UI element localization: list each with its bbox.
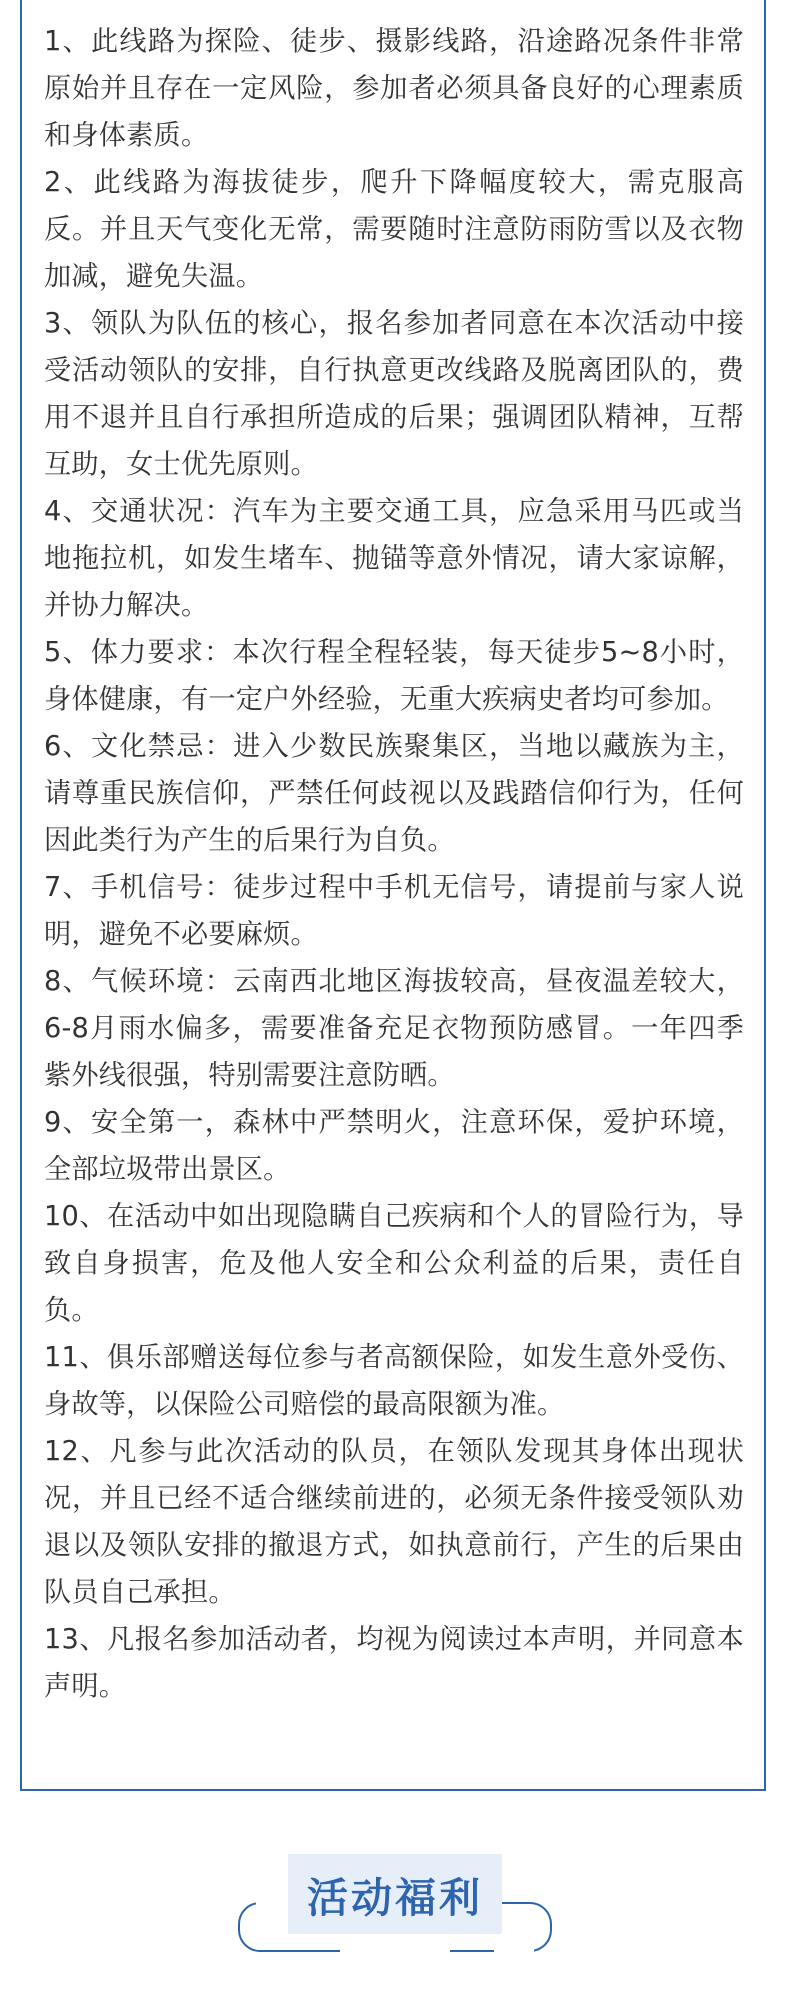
- section-title-banner: [0, 1846, 790, 1956]
- notice-item: 5、体力要求：本次行程全程轻装，每天徒步5~8小时，身体健康，有一定户外经验，无重大疾病史者均可参加。: [44, 637, 744, 715]
- notice-item: 1、此线路为探险、徒步、摄影线路，沿途路况条件非常原始并且存在一定风险，参加者必须具备良好的心理素质和身体素质。: [44, 26, 744, 151]
- notice-item: 4、交通状况：汽车为主要交通工具，应急采用马匹或当地拖拉机，如发生堵车、抛锚等意外情况，请大家谅解，并协力解决。: [44, 496, 744, 621]
- notice-item: 13、凡报名参加活动者，均视为阅读过本声明，并同意本声明。: [44, 1624, 744, 1702]
- section-title: 活动福利: [307, 1873, 483, 1922]
- notice-box: [20, 0, 766, 1791]
- notice-item: 12、凡参与此次活动的队员，在领队发现其身体出现状况，并且已经不适合继续前进的，必须无条件接受领队劝退以及领队安排的撤退方式，如执意前行，产生的后果由队员自己承担。: [44, 1436, 744, 1608]
- notice-list: [44, 18, 744, 1710]
- notice-item: 2、此线路为海拔徒步，爬升下降幅度较大，需克服高反。并且天气变化无常，需要随时注意防雨防雪以及衣物加减，避免失温。: [44, 167, 744, 292]
- notice-item: 3、领队为队伍的核心，报名参加者同意在本次活动中接受活动领队的安排，自行执意更改线路及脱离团队的，费用不退并且自行承担所造成的后果；强调团队精神，互帮互助，女士优先原则。: [44, 308, 744, 480]
- notice-item: 9、安全第一，森林中严禁明火，注意环保，爱护环境，全部垃圾带出景区。: [44, 1107, 744, 1185]
- notice-item: 8、气候环境：云南西北地区海拔较高，昼夜温差较大，6-8月雨水偏多，需要准备充足衣物预防感冒。一年四季紫外线很强，特别需要注意防晒。: [44, 966, 744, 1091]
- notice-item: 10、在活动中如出现隐瞒自己疾病和个人的冒险行为，导致自身损害，危及他人安全和公众利益的后果，责任自负。: [44, 1201, 744, 1326]
- section-title-badge: [288, 1854, 502, 1934]
- bracket-gap-right: [494, 1946, 534, 1958]
- notice-item: 7、手机信号：徒步过程中手机无信号，请提前与家人说明，避免不必要麻烦。: [44, 872, 744, 950]
- notice-item: 6、文化禁忌：进入少数民族聚集区，当地以藏族为主，请尊重民族信仰，严禁任何歧视以及践踏信仰行为，任何因此类行为产生的后果行为自负。: [44, 731, 744, 856]
- notice-item: 11、俱乐部赠送每位参与者高额保险，如发生意外受伤、身故等，以保险公司赔偿的最高限额为准。: [44, 1342, 744, 1420]
